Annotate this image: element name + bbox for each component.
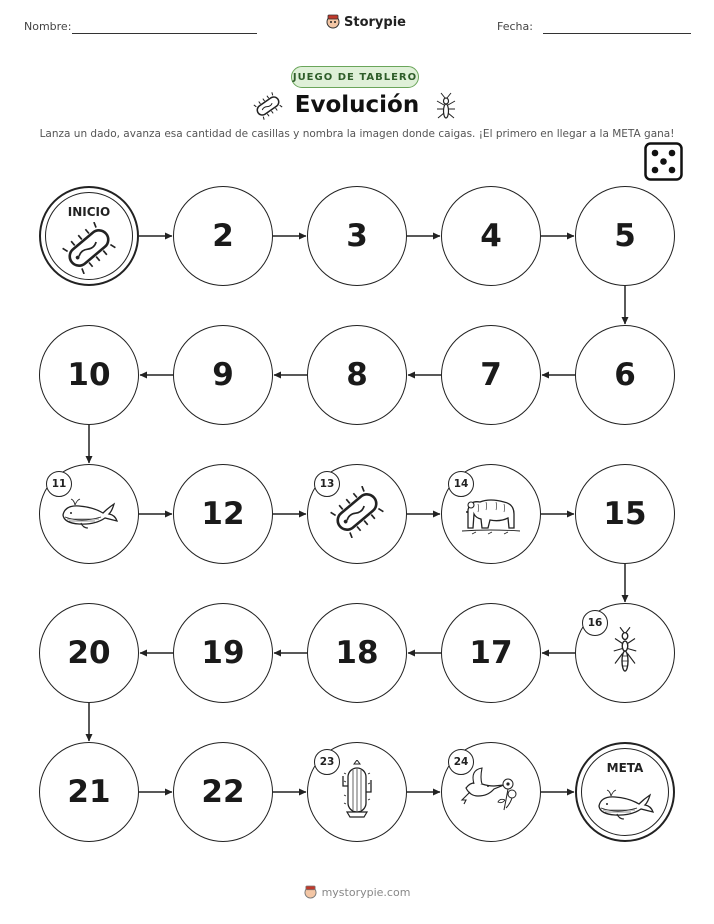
instructions: Lanza un dado, avanza esa cantidad de casillas y nombra la imagen donde caigas. ¡El primero en llegar a la META gana! — [39, 128, 675, 140]
cell-2[interactable] — [173, 186, 273, 286]
cell-12[interactable] — [173, 464, 273, 564]
cell-5[interactable] — [575, 186, 675, 286]
cell-number-bubble: 11 — [46, 471, 72, 497]
cell-number: 18 — [335, 635, 379, 671]
cell-20[interactable] — [39, 603, 139, 703]
cactus-icon — [337, 760, 377, 824]
cell-meta[interactable] — [575, 742, 675, 842]
brand-name: Storypie — [344, 14, 406, 30]
cell-23[interactable] — [307, 742, 407, 842]
date-label: Fecha: — [497, 20, 533, 33]
cell-number: 4 — [480, 218, 502, 254]
cell-number: 12 — [201, 496, 245, 532]
cell-number: 8 — [346, 357, 368, 393]
cell-number: 9 — [212, 357, 234, 393]
page-title: Evolución — [294, 92, 420, 118]
bear-icon — [460, 488, 522, 540]
cell-number-bubble: 24 — [448, 749, 474, 775]
cell-8[interactable] — [307, 325, 407, 425]
cell-number: 3 — [346, 218, 368, 254]
cell-number: 7 — [480, 357, 502, 393]
insect-icon — [610, 624, 640, 682]
storypie-mascot-icon — [304, 885, 317, 900]
cell-number: 19 — [201, 635, 245, 671]
cell-number: 6 — [614, 357, 636, 393]
cell-11[interactable] — [39, 464, 139, 564]
cell-number: 20 — [67, 635, 111, 671]
bacteria-icon — [57, 222, 121, 278]
cell-number: 17 — [469, 635, 513, 671]
cell-18[interactable] — [307, 603, 407, 703]
game-type-badge: JUEGO DE TABLERO — [291, 66, 419, 88]
cell-number: 2 — [212, 218, 234, 254]
cell-number-bubble: 23 — [314, 749, 340, 775]
cell-number-bubble: 13 — [314, 471, 340, 497]
cell-16[interactable] — [575, 603, 675, 703]
cell-3[interactable] — [307, 186, 407, 286]
cell-13[interactable] — [307, 464, 407, 564]
cell-inicio[interactable] — [39, 186, 139, 286]
cell-number-bubble: 16 — [582, 610, 608, 636]
hummingbird-icon — [460, 766, 522, 818]
cell-24[interactable] — [441, 742, 541, 842]
cell-7[interactable] — [441, 325, 541, 425]
cell-number: 5 — [614, 218, 636, 254]
whale-icon — [595, 784, 655, 826]
cell-22[interactable] — [173, 742, 273, 842]
footer — [0, 885, 714, 900]
cell-number-bubble: 14 — [448, 471, 474, 497]
cell-number: 21 — [67, 774, 111, 810]
cell-19[interactable] — [173, 603, 273, 703]
whale-icon — [59, 493, 119, 535]
cell-9[interactable] — [173, 325, 273, 425]
cell-number: 15 — [603, 496, 647, 532]
cell-number: 10 — [67, 357, 111, 393]
cell-label: META — [606, 761, 644, 775]
cell-15[interactable] — [575, 464, 675, 564]
cell-6[interactable] — [575, 325, 675, 425]
cell-14[interactable] — [441, 464, 541, 564]
cell-21[interactable] — [39, 742, 139, 842]
cell-17[interactable] — [441, 603, 541, 703]
cell-10[interactable] — [39, 325, 139, 425]
footer-url[interactable]: mystorypie.com — [321, 886, 411, 899]
cell-4[interactable] — [441, 186, 541, 286]
cell-label: INICIO — [67, 205, 111, 219]
cell-number: 22 — [201, 774, 245, 810]
name-label: Nombre: — [24, 20, 72, 33]
